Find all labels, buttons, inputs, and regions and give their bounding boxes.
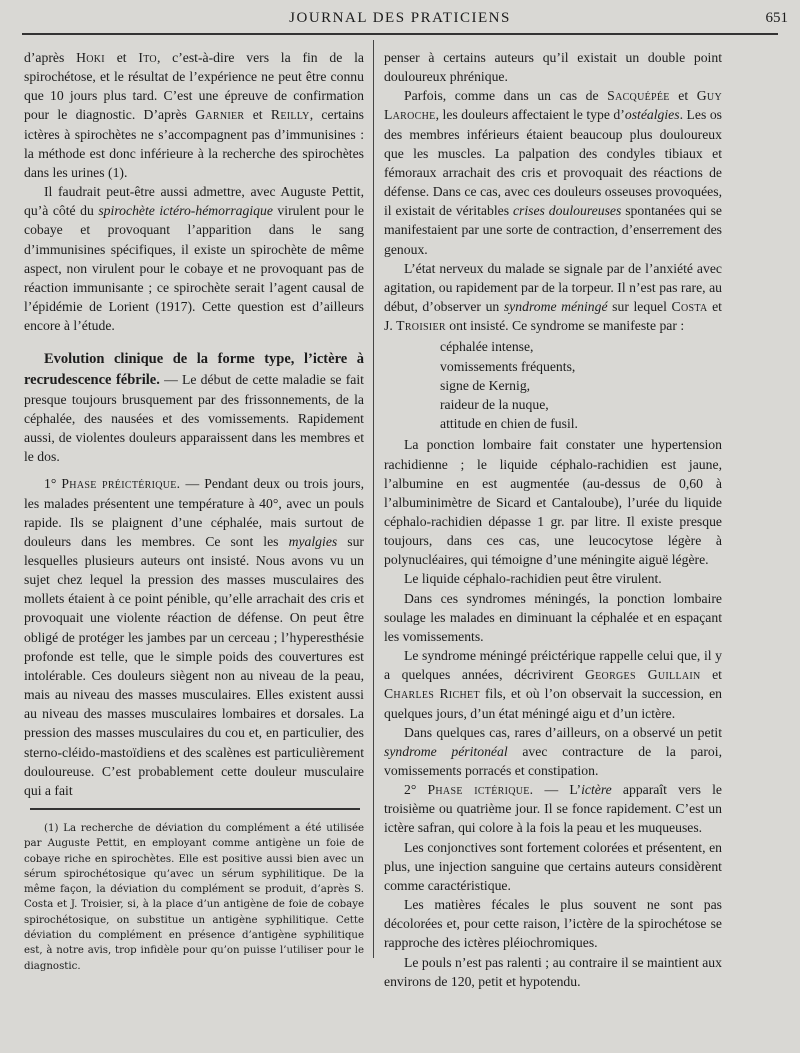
section-paragraph: Evolution clinique de la forme type, l’ictère à recrudescence fébrile. — Le début de cette maladie se fait presque toujours brusquement par des frissonnements, de la céphalée, des nausées et des vomissements. Rapidement aussi, de violentes douleurs apparaissent dans les membres et le dos.	[24, 351, 364, 465]
paragraph: Les conjonctives sont fortement colorées et présentent, en plus, une injection sanguine que certains auteurs considèrent comme caractéristique.	[384, 839, 722, 893]
paragraph: La ponction lombaire fait constater une hypertension rachidienne ; le liquide céphalo-rachidien est jaune, l’albumine en est augmentée (au-dessus de 0,60 à l’albuminimètre de Sicard et Cantaloube), l’urée du liquide céphalo-rachidien dépasse 1 gr. par litre. Il existe presque toujours, dans ces cas, une leucocytose légère à polynucléaires, qui témoigne d’une méningite aiguë légère.	[384, 437, 722, 568]
paragraph: d’après Hoki et Ito, c’est-à-dire vers la fin de la spirochétose, et le résultat de l’expérience ne peut être connu que 10 jours plus tard. C’est une épreuve de confirmation pour le diagnostic. D’après Garnier et Reilly, certains ictères à spirochètes ne s’accompagnent pas d’immunisines : la méthode est donc inférieure à la recherche des spirochètes dans les urines (1).	[24, 50, 364, 180]
paragraph: 1° Phase préictérique. — Pendant deux ou trois jours, les malades présentent une température à 40°, avec un pouls rapide. Ils se plaignent d’une céphalée, mais surtout de douleurs dans les membres. Ce sont les myalgies sur lesquelles plusieurs auteurs ont insisté. Nous avons vu un sujet chez lequel la pression des masses musculaires des mollets étaient à ce point pénible, qu’elle arrachait des cris et provoquait une violente réaction de défense. On peut être obligé de protéger les jambes par un cerceau ; l’hyperesthésie profonde est telle, que le simple poids des couvertures est intolérable. Ces douleurs siègent non au niveau de la peau, mais au niveau des masses musculaires. Elles existent aussi au niveau des masses musculaires lombaires et dorsales. La pression des masses musculaires du cou et, en particulier, des sterno-cléido-mastoïdiens et des scalènes est particulièrement douloureuse. C’est probablement cette douleur musculaire qui a fait	[24, 476, 364, 798]
author-name: Sacquépée	[607, 88, 670, 104]
list-item: vomissements fréquents,	[440, 358, 576, 374]
author-name: Ito	[138, 50, 157, 65]
paragraph: Le liquide céphalo-rachidien peut être virulent.	[404, 571, 662, 587]
paragraph: Le pouls n’est pas ralenti ; au contraire il se maintient aux environs de 120, petit et hypotendu.	[384, 954, 722, 989]
author-name: Hoki	[76, 50, 105, 65]
right-column	[384, 48, 722, 1023]
section-heading: Evolution clinique de la forme type, l’ictère à recrudescence fébrile.	[24, 351, 364, 388]
phase-title: Phase préictérique.	[61, 476, 181, 492]
paragraph: Il faudrait peut-être aussi admettre, avec Auguste Pettit, qu’à côté du spirochète ictéro-hémorragique virulent pour le cobaye et provoquant l’apparition dans le sang d’immunisines spécifiques, il existe un spirochète de même aspect, non virulent pour le cobaye et ne provoquant pas de réaction immunisante ; ce spirochète serait l’agent causal de l’épidémie de Lorient (1917). Cette question est d’ailleurs encore à l’étude.	[24, 184, 365, 334]
footnote-rule	[30, 808, 360, 810]
page-header	[0, 0, 800, 36]
symptom-list	[440, 337, 722, 433]
list-item: raideur de la nuque,	[440, 396, 549, 412]
list-item: signe de Kernig,	[440, 377, 531, 393]
paragraph: 2° Phase ictérique. — L’ictère apparaît vers le troisième ou quatrième jour. Il se fonce rapidement. C’est un ictère safran, qui colore à la fois la peau et les muqueuses.	[384, 782, 722, 836]
list-item: céphalée intense,	[440, 339, 534, 355]
author-name: Georges Guillain	[584, 667, 701, 683]
page-number: 651	[765, 10, 788, 26]
footnote: (1) La recherche de déviation du complément a été utilisée par Auguste Pettit, en employant comme antigène un foie de cobaye riche en spirochètes. Elle est positive aussi bien avec un sérum spirochétosique qu’avec un sérum syphilitique. De la même façon, la déviation du complément se produit, d’après S. Costa et J. Troisier, si, à la place d’un antigène de foie de cobaye spirochétosique, on substitue un antigène syphilitique. Cette déviation du complément en présence d’antigène syphilitique est, à notre avis, trop infidèle pour qu’on puisse l’utiliser pour le diagnostic.	[24, 823, 364, 972]
paragraph: Les matières fécales le plus souvent ne sont pas décolorées et, pour cette raison, l’ictère de la spirochétose se rapproche des ictères pléiochromiques.	[384, 897, 722, 951]
paragraph: Le syndrome méningé préictérique rappelle celui que, il y a quelques années, décrivirent Georges Guillain et Charles Richet fils, et où l’on observait la succession, en quelques jours, d’un état méningé aigu et d’un ictère.	[384, 648, 722, 721]
header-rule	[22, 33, 778, 35]
phase-title: Phase ictérique.	[427, 782, 534, 798]
author-name: Garnier	[195, 107, 245, 123]
author-name: Reilly	[270, 107, 310, 123]
paragraph: penser à certains auteurs qu’il existait un double point douloureux phrénique.	[384, 50, 722, 85]
author-name: Charles Richet	[384, 686, 480, 702]
paragraph: Dans quelques cas, rares d’ailleurs, on a observé un petit syndrome péritonéal avec contracture de la paroi, vomissements porracés et constipation.	[384, 724, 722, 779]
author-name: Guy Laroche	[384, 88, 722, 123]
paragraph: Dans ces syndromes méningés, la ponction lombaire soulage les malades en diminuant la céphalée et en espaçant les vomissements.	[384, 590, 722, 644]
paragraph: L’état nerveux du malade se signale par de l’anxiété avec agitation, ou rapidement par de la torpeur. Il n’est pas rare, au début, d’observer un syndrome méningé sur lequel Costa et J. Troisier ont insisté. Ce syndrome se manifeste par :	[384, 260, 722, 334]
list-item: attitude en chien de fusil.	[440, 416, 578, 432]
journal-title: JOURNAL DES PRATICIENS	[289, 10, 511, 26]
column-divider	[373, 40, 374, 958]
paragraph: Parfois, comme dans un cas de Sacquépée et Guy Laroche, les douleurs affectaient le type d’ostéalgies. Les os des membres inférieurs étaient beaucoup plus douloureux que les muscles. La palpation des condyles tibiaux et fémoraux arrachait des cris et provoquait des réactions de défense. Dans ce cas, avec ces douleurs osseuses provoquées, il existait de véritables crises douloureuses spontanées qui se manifestaient par une sorte de contraction, d’enserrement des genoux.	[384, 88, 723, 257]
left-column	[24, 48, 364, 803]
author-name: Costa	[671, 299, 708, 315]
author-name: Troisier	[396, 318, 446, 334]
